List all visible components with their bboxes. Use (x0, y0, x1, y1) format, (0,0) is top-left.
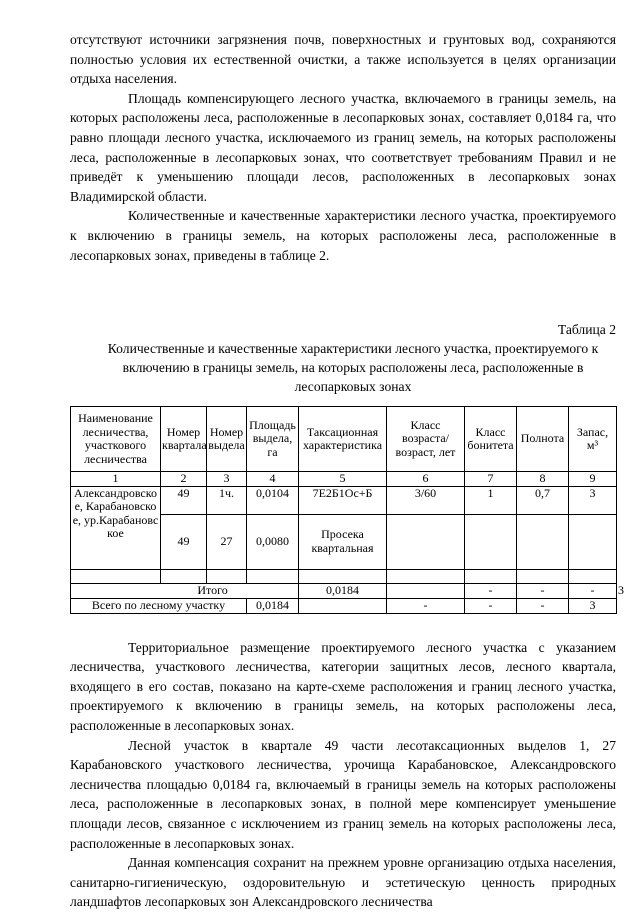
empty-cell (465, 569, 517, 583)
grand-total-area: 0,0184 (247, 598, 299, 613)
cell-taxation: 7Е2Б1Ос+Б (299, 486, 387, 514)
total-empty (387, 583, 465, 598)
grand-total-label: Всего по лесному участку (71, 598, 247, 613)
empty-cell (207, 569, 247, 583)
table-caption: Количественные и качественные характеристики лесного участка, проектируемого к включению в границы земель, на которых расположены леса, расположенные в лесопарковых зонах (107, 341, 599, 395)
cell-quarter: 49 (161, 514, 207, 569)
empty-cell (387, 569, 465, 583)
col-number: 5 (299, 472, 387, 487)
col-number: 7 (465, 472, 517, 487)
col-number: 4 (247, 472, 299, 487)
document-page (70, 30, 624, 912)
table-number: Таблица 2 (557, 322, 616, 338)
cell-quarter: 49 (161, 486, 207, 514)
total-area: 0,0184 (299, 583, 387, 598)
empty-cell (517, 569, 569, 583)
table-total-row: Итого 0,0184 - - - 3 (71, 583, 617, 598)
header-stock: Запас, м³ (569, 407, 617, 472)
paragraph-bottom-2: Лесной участок в квартале 49 части лесотаксационных выделов 1, 27 Карабановского участкового лесничества, урочища Карабановское, Александровского лесничества площадью 0,0184 га, включаемый в границы земель на которых расположены леса, расположенные в лесопарковых зонах, в полной мере компенсирует уменьшение площади лесов, связанное с исключением из границ земель на которых расположены леса, расположенные в лесопарковых зонах. (70, 737, 616, 851)
col-number: 9 (569, 472, 617, 487)
cell-forestry-name: Александровское, Карабановское, ур.Карабановское (71, 486, 161, 569)
header-taxation: Таксационная характеристика (299, 407, 387, 472)
header-bonitet: Класс бонитета (465, 407, 517, 472)
paragraph-top-1: отсутствуют источники загрязнения почв, поверхностных и грунтовых вод, сохраняются полностью условия их естественной очистки, а также используется в целях организации отдыха населения. (70, 32, 616, 87)
total-density: - (569, 583, 617, 598)
grand-total-age-class: - (387, 598, 465, 613)
col-number: 8 (517, 472, 569, 487)
total-label-text: Итого (197, 582, 228, 597)
characteristics-table (70, 406, 624, 614)
table-row (71, 486, 617, 514)
total-label (71, 583, 299, 598)
total-bonitet: - (517, 583, 569, 598)
total-age-class: - (465, 583, 517, 598)
empty-cell (299, 569, 387, 583)
cell-allotment: 1ч. (207, 486, 247, 514)
cell-allotment: 27 (207, 514, 247, 569)
cell-area: 0,0080 (247, 514, 299, 569)
header-quarter: Номер квартала (161, 407, 207, 472)
grand-total-stock: 3 (569, 598, 617, 613)
empty-cell (161, 569, 207, 583)
cell-density (517, 514, 569, 569)
header-density: Полнота (517, 407, 569, 472)
paragraph-bottom-3: Данная компенсация сохранит на прежнем уровне организацию отдыха населения, санитарно-гигиеническую, оздоровительную и эстетическую ценность природных ландшафтов лесопарковых зон Александровского лесничества (70, 855, 616, 910)
table-header-row (71, 407, 617, 472)
header-allotment: Номер выдела (207, 407, 247, 472)
cell-bonitet (465, 514, 517, 569)
paragraph-bottom-1: Территориальное размещение проектируемого лесного участка с указанием лесничества, участкового лесничества, категории защитных лесов, лесного квартала, входящего в его состав, показано на карте-схеме расположения и границ лесного участка, проектируемого к включению в границы земель, на которых расположены леса, расположенные в лесопарковых зонах. (70, 639, 616, 733)
empty-cell (247, 569, 299, 583)
paragraph-top-2: Площадь компенсирующего лесного участка, включаемого в границы земель, на которых расположены леса, расположенные в лесопарковых зонах, составляет 0,0184 га, что равно площади лесного участка, исключаемого из границ земель, на которых расположены леса, расположенные в лесопарковых зонах, что соответствует требованиям Правил и не приведёт к уменьшению площади лесов, расположенных в лесопарковых зонах Владимирской области. (70, 90, 616, 204)
col-number: 2 (161, 472, 207, 487)
grand-total-density: - (517, 598, 569, 613)
grand-total-bonitet: - (465, 598, 517, 613)
cell-stock (569, 514, 617, 569)
header-area: Площадь выдела, га (247, 407, 299, 472)
table-column-numbers-row (71, 472, 617, 487)
paragraph-top-3: Количественные и качественные характеристики лесного участка, проектируемого к включению в границы земель, на которых расположены леса, расположенные в лесопарковых зонах, приведены в таблице 2. (70, 208, 616, 263)
table-grand-total-row (71, 598, 617, 613)
cell-area: 0,0104 (247, 486, 299, 514)
col-number: 1 (71, 472, 161, 487)
cell-taxation: Просека квартальная (299, 514, 387, 569)
cell-age-class (387, 514, 465, 569)
cell-stock: 3 (569, 486, 617, 514)
empty-cell (71, 569, 161, 583)
col-number: 3 (207, 472, 247, 487)
header-forestry: Наименование лесничества, участкового лесничества (71, 407, 161, 472)
grand-total-empty (299, 598, 387, 613)
cell-age-class: 3/60 (387, 486, 465, 514)
cell-bonitet: 1 (465, 486, 517, 514)
header-age-class: Класс возраста/ возраст, лет (387, 407, 465, 472)
empty-cell (569, 569, 617, 583)
col-number: 6 (387, 472, 465, 487)
cell-density: 0,7 (517, 486, 569, 514)
table-empty-row (71, 569, 617, 583)
